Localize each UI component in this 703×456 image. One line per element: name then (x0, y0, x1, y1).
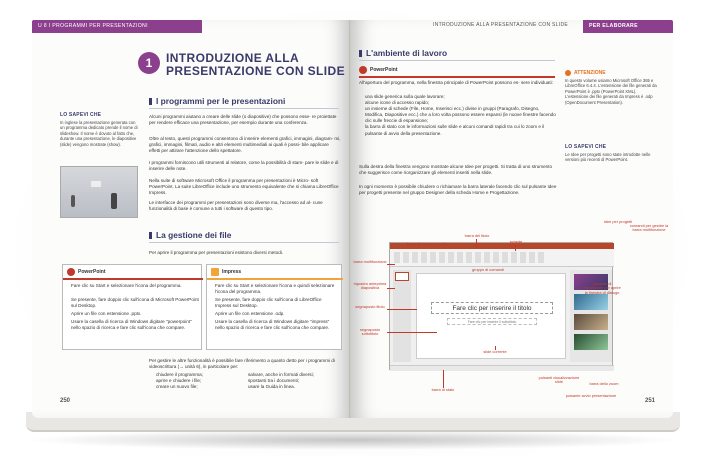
ppt-step-2: Se presente, fare doppio clic sull'icona di Microsoft PowerPoint sul Desktop. (71, 297, 199, 309)
impress-box (206, 264, 342, 350)
left-sidebar-caption: LO SAPEVI CHE (60, 112, 102, 118)
audience-figure (111, 193, 117, 209)
annot-barra-multifunzione: barra multifunzione (353, 259, 387, 264)
annot-visualizzazione: pulsanti visualizzazione slide (538, 375, 580, 385)
right-powerpoint-label: PowerPoint (370, 67, 398, 73)
list-item: creare un nuovo file; (156, 384, 198, 390)
list-item: chiudere il programma; (156, 372, 203, 377)
left-page-number: 250 (60, 398, 71, 404)
annot-accesso-rapido: barra di accesso rapido (406, 241, 448, 246)
section1-rule (149, 108, 339, 109)
impress-bar (207, 278, 343, 280)
design-idea-2 (574, 294, 608, 310)
powerpoint-bar (63, 278, 203, 280)
leader-line (387, 288, 395, 289)
right-paragraph-2: Sulla destra della finestra vengono mostrate alcune Idee per progetti. Si tratta di uno strumento che suggerisce come riorganizzare gli elementi inseriti nella slide. (359, 164, 553, 176)
section1-paragraph-5: Le interfacce dei programmi per presentazioni sono diverse ma, l'accesso ad al- cune funzionalità di base è comune a tutti i software di questo tipo. (149, 200, 323, 212)
leader-line (495, 346, 496, 350)
list-left (156, 372, 246, 390)
right-runhead: INTRODUZIONE ALLA PRESENTAZIONE CON SLIDE (433, 22, 569, 28)
speaker-figure (71, 195, 75, 207)
design-idea-4 (574, 334, 608, 350)
annot-barra-titolo: barra del titolo (464, 233, 490, 238)
subtitle-placeholder: Fare clic per inserire il sottotitolo (447, 318, 537, 325)
attention-caption: ATTENZIONE (574, 70, 606, 76)
chapter-number: 1 (138, 52, 160, 74)
section2-rule (149, 242, 339, 243)
list-item: alcune icone di accesso rapido; (365, 100, 430, 106)
right-runhead-tab: PER ELABORARE (583, 20, 673, 33)
list-item: salvare, anche in formati diversi; (248, 372, 314, 377)
list-item: una slide generica sulla quale lavorare; (365, 94, 445, 99)
impress-step-4: Usare la casella di ricerca di Windows digitare "impress" nello spazio di ricerca e fare clic sull'icona che compare. (215, 319, 330, 331)
section2-title: La gestione dei file (156, 230, 232, 240)
leader-line (515, 245, 516, 251)
powerpoint-icon (67, 268, 75, 276)
right-powerpoint-icon (359, 66, 367, 74)
impress-label: Impress (222, 269, 242, 275)
attention-text: In questo volume usiamo Microsoft Office 365 e LibreOffice 6.4.4. L'estensione dei file generati da PowerPoint è .pptx (PowerPoint XML). L'estensione dei file generati da Impress è .odp (OpenDocument Presentation). (565, 78, 657, 105)
annot-slide-corrente: slide corrente (483, 349, 507, 354)
right-sidebar-caption: LO SAPEVI CHE (565, 144, 607, 150)
annot-zoom: barra dello zoom (589, 381, 619, 386)
leader-line (387, 332, 437, 333)
chapter-title-line1: INTRODUZIONE ALLA (166, 51, 300, 65)
annot-segnaposto-titolo: segnaposto titolo (355, 304, 385, 309)
left-sidebar-text: In inglese la presentazione generata con un programma dedicato prende il nome di slideshow. Il nome è dovuto al fatto che, durante una presentazione, le diapositive (slide) vengono mostrate (show). (60, 120, 138, 147)
annot-riquadro: riquadro anteprima diapositiva (353, 281, 387, 291)
annot-avvio: pulsante avvio presentazione (565, 393, 617, 398)
section1-paragraph-3: I programmi forniscono utili strumenti al relatore, come la possibilità di stam- pare le slide e di inserire delle note. (149, 160, 339, 172)
current-slide (416, 273, 566, 359)
ppt-ribbon (390, 249, 614, 267)
section2-intro: Per aprire il programma per presentazioni esistono diversi metodi. (149, 250, 284, 255)
ppt-step-3: Aprire un file con estensione .pptx. (71, 311, 142, 316)
right-section-rule (359, 60, 555, 61)
section1-title: I programmi per le presentazioni (156, 96, 286, 106)
right-bullets (365, 94, 557, 137)
list-item: aprire e chiudere i file; (156, 378, 202, 384)
impress-step-3: Aprire un file con estensione .odp. (215, 311, 285, 316)
annot-segnaposto-sottotitolo: segnaposto sottotitolo (359, 327, 381, 337)
thumbnail-pane (393, 270, 411, 362)
list-item: la barra di stato con le informazioni sulle slide e alcuni comandi rapidi tra cui lo zoom e il pulsante di avvio della presentazione. (365, 124, 545, 136)
section2-marker (149, 232, 152, 239)
conference-photo (60, 166, 138, 218)
right-paragraph-3: In ogni momento è possibile chiudere o richiamare la barra laterale facendo clic sul pulsante Idee per progetti presente nel gruppo Designer della scheda Home e Progettazione. (359, 184, 557, 196)
projected-screen (91, 181, 101, 187)
annot-gruppo-comandi: gruppo di comandi (471, 267, 504, 272)
chapter-title-line2: PRESENTAZIONE CON SLIDE (166, 64, 345, 78)
thumbnail-slide (395, 272, 409, 281)
list-item: un insieme di schede (File, Home, Inserisci ecc.) divise in gruppi (Paragrafo, Disegno, Modifica, Diapositive ecc.) che a loro volta possono essere espansi (le nuove finestre facendo clic sulle freccie di espansione; (365, 106, 556, 124)
list-right (248, 372, 340, 390)
annot-comandi: comandi per gestire la barra multifunzione (629, 223, 669, 233)
list-item: spostarsi tra i documenti; (248, 378, 300, 384)
title-placeholder: Fare clic per inserire il titolo (431, 302, 553, 314)
right-paragraph-1: All'apertura del programma, nella finestra principale di PowerPoint possono es- sere individuati: (359, 80, 553, 85)
right-sidebar-text: Le Idee per progetti sono state introdotte nelle versioni più recenti di PowerPoint. (565, 152, 651, 163)
section1-marker (149, 98, 152, 105)
leader-line (387, 309, 417, 310)
impress-step-2: Se presente, fare doppio clic sull'icona di LibreOffice Impress sul Desktop. (215, 297, 322, 309)
right-page-number: 251 (645, 398, 656, 404)
leader-line (443, 370, 444, 388)
section3-paragraph: Per gestire le altre funzionalità è possibile fare riferimento a quanto detto per i programmi di videoscrittura (→ unità 6), in particolare per: (149, 358, 335, 370)
right-page (351, 20, 673, 418)
ribbon-commands (394, 252, 544, 263)
impress-icon (211, 268, 219, 276)
leader-line (387, 264, 395, 265)
left-page (32, 20, 350, 418)
section1-paragraph-1: Alcuni programmi aiutano a creare delle slide (o diapositive) che possono esse- re proiettate per rendere efficace una presentazione, per esempio durante una conferenza. (149, 114, 337, 126)
list-item: usare la Guida in linea. (248, 384, 295, 390)
design-idea-3 (574, 314, 608, 330)
right-section-marker (359, 50, 362, 57)
right-powerpoint-bar (359, 76, 555, 78)
annot-idee: idee per progetti (603, 219, 633, 224)
annot-espansione: pulsante di espansione per aprire la finestra di dialogo (583, 281, 621, 295)
impress-step-1: Fare clic su Start e selezionare l'icona e quindi selezionare l'icona del programma. (215, 283, 335, 295)
attention-icon (565, 70, 571, 76)
powerpoint-label: PowerPoint (78, 269, 106, 275)
ppt-step-1: Fare clic su Start e selezionare l'icona del programma. (71, 283, 182, 288)
right-section-title: L'ambiente di lavoro (366, 48, 448, 58)
book-shadow (22, 430, 682, 450)
section1-paragraph-4: Nella suite di software Microsoft Office il programma per presentazioni è Micro- soft PowerPoint. La suite LibreOffice include uno strumento equivalente che si chiama LibreOffice Impress. (149, 178, 339, 196)
powerpoint-box (62, 264, 202, 350)
section1-paragraph-2: Oltre al testo, questi programmi consentono di inserire elementi grafici, immagini, diagram- mi, grafici, immagini, filmati, audio e altri elementi multimediali ai quali è possi- bile applicare effetti per attirare l'attenzione dello spettatore. (149, 136, 341, 154)
leader-line (476, 239, 477, 248)
left-runhead: U 8 I PROGRAMMI PER PRESENTAZIONI (32, 20, 202, 33)
status-bar (390, 365, 614, 371)
annot-schede: schede (509, 239, 523, 244)
ppt-step-4: Usare la casella di ricerca di Windows digitare "powerpoint" nello spazio di ricerca e fare clic sull'icona che compare. (71, 319, 192, 331)
annot-barra-stato: barra di stato (431, 387, 455, 392)
